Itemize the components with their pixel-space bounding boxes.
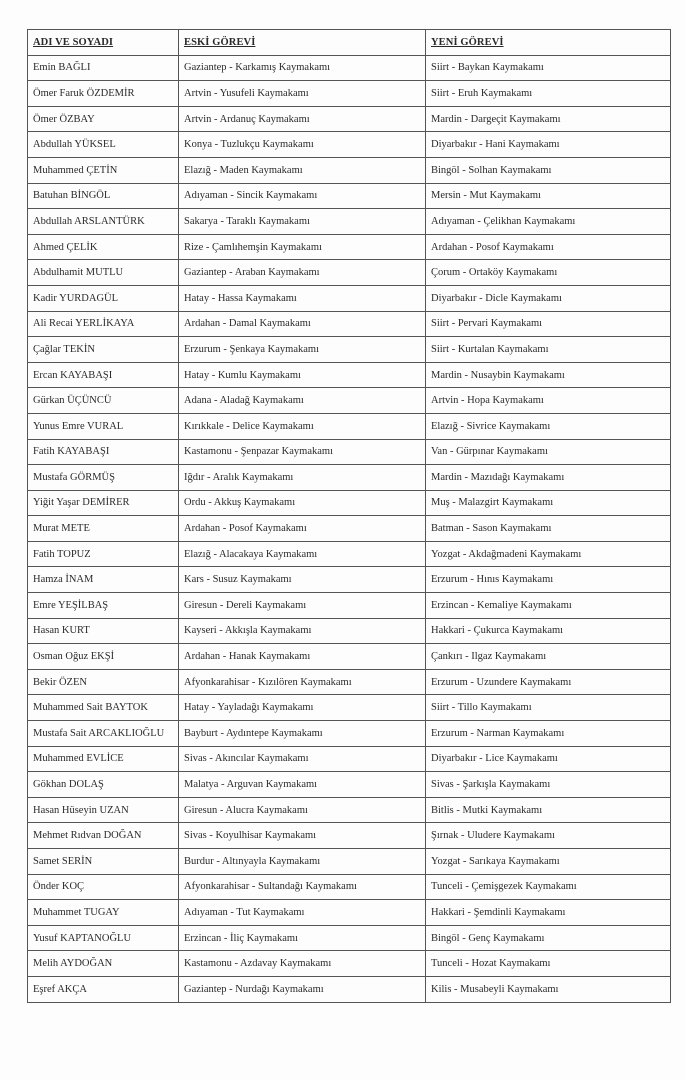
cell-new-position: Siirt - Pervari Kaymakamı <box>426 311 671 337</box>
table-row <box>28 567 671 593</box>
table-row <box>28 900 671 926</box>
cell-name: Kadir YURDAGÜL <box>28 285 179 311</box>
table-row <box>28 106 671 132</box>
cell-old-position: Malatya - Arguvan Kaymakamı <box>179 772 426 798</box>
cell-old-position: Adıyaman - Sincik Kaymakamı <box>179 183 426 209</box>
cell-new-position: Erzincan - Kemaliye Kaymakamı <box>426 593 671 619</box>
cell-old-position: Sivas - Koyulhisar Kaymakamı <box>179 823 426 849</box>
cell-old-position: Konya - Tuzlukçu Kaymakamı <box>179 132 426 158</box>
cell-new-position: Diyarbakır - Hani Kaymakamı <box>426 132 671 158</box>
cell-name: Hasan KURT <box>28 618 179 644</box>
cell-name: Gürkan ÜÇÜNCÜ <box>28 388 179 414</box>
cell-new-position: Siirt - Tillo Kaymakamı <box>426 695 671 721</box>
table-header-row <box>28 30 671 56</box>
cell-name: Murat METE <box>28 516 179 542</box>
table-row <box>28 490 671 516</box>
cell-old-position: Gaziantep - Karkamış Kaymakamı <box>179 55 426 81</box>
cell-new-position: Bingöl - Solhan Kaymakamı <box>426 157 671 183</box>
cell-old-position: Sivas - Akıncılar Kaymakamı <box>179 746 426 772</box>
cell-old-position: Afyonkarahisar - Kızılören Kaymakamı <box>179 669 426 695</box>
table-row <box>28 874 671 900</box>
cell-old-position: Ardahan - Hanak Kaymakamı <box>179 644 426 670</box>
cell-name: Gökhan DOLAŞ <box>28 772 179 798</box>
cell-old-position: Elazığ - Alacakaya Kaymakamı <box>179 541 426 567</box>
cell-new-position: Sivas - Şarkışla Kaymakamı <box>426 772 671 798</box>
table-row <box>28 234 671 260</box>
table-row <box>28 157 671 183</box>
cell-new-position: Tunceli - Çemişgezek Kaymakamı <box>426 874 671 900</box>
cell-new-position: Hakkari - Şemdinli Kaymakamı <box>426 900 671 926</box>
table-row <box>28 337 671 363</box>
cell-name: Fatih KAYABAŞI <box>28 439 179 465</box>
cell-name: Ömer ÖZBAY <box>28 106 179 132</box>
table-row <box>28 618 671 644</box>
cell-name: Melih AYDOĞAN <box>28 951 179 977</box>
cell-name: Mehmet Rıdvan DOĞAN <box>28 823 179 849</box>
cell-old-position: Ardahan - Damal Kaymakamı <box>179 311 426 337</box>
table-row <box>28 951 671 977</box>
cell-name: Bekir ÖZEN <box>28 669 179 695</box>
cell-new-position: Şırnak - Uludere Kaymakamı <box>426 823 671 849</box>
cell-new-position: Bitlis - Mutki Kaymakamı <box>426 797 671 823</box>
cell-name: Ali Recai YERLİKAYA <box>28 311 179 337</box>
cell-old-position: Adıyaman - Tut Kaymakamı <box>179 900 426 926</box>
table-row <box>28 644 671 670</box>
cell-old-position: Kars - Susuz Kaymakamı <box>179 567 426 593</box>
cell-name: Muhammed EVLİCE <box>28 746 179 772</box>
table-row <box>28 362 671 388</box>
cell-new-position: Artvin - Hopa Kaymakamı <box>426 388 671 414</box>
cell-old-position: Hatay - Kumlu Kaymakamı <box>179 362 426 388</box>
appointments-table <box>27 29 671 1003</box>
cell-old-position: Ardahan - Posof Kaymakamı <box>179 516 426 542</box>
cell-name: Muhammed ÇETİN <box>28 157 179 183</box>
cell-name: Emin BAĞLI <box>28 55 179 81</box>
cell-new-position: Kilis - Musabeyli Kaymakamı <box>426 976 671 1002</box>
table-row <box>28 925 671 951</box>
cell-old-position: Bayburt - Aydıntepe Kaymakamı <box>179 721 426 747</box>
cell-new-position: Mardin - Nusaybin Kaymakamı <box>426 362 671 388</box>
cell-old-position: Burdur - Altınyayla Kaymakamı <box>179 849 426 875</box>
cell-new-position: Çankırı - Ilgaz Kaymakamı <box>426 644 671 670</box>
cell-name: Önder KOÇ <box>28 874 179 900</box>
table-row <box>28 285 671 311</box>
table-row <box>28 516 671 542</box>
cell-old-position: Giresun - Dereli Kaymakamı <box>179 593 426 619</box>
cell-old-position: Iğdır - Aralık Kaymakamı <box>179 465 426 491</box>
cell-name: Abdullah YÜKSEL <box>28 132 179 158</box>
header-new-position: YENİ GÖREVİ <box>426 30 671 56</box>
cell-old-position: Kastamonu - Azdavay Kaymakamı <box>179 951 426 977</box>
cell-name: Hasan Hüseyin UZAN <box>28 797 179 823</box>
table-row <box>28 439 671 465</box>
cell-new-position: Siirt - Baykan Kaymakamı <box>426 55 671 81</box>
cell-name: Batuhan BİNGÖL <box>28 183 179 209</box>
cell-old-position: Elazığ - Maden Kaymakamı <box>179 157 426 183</box>
table-row <box>28 797 671 823</box>
cell-new-position: Erzurum - Uzundere Kaymakamı <box>426 669 671 695</box>
cell-new-position: Hakkari - Çukurca Kaymakamı <box>426 618 671 644</box>
cell-name: Yunus Emre VURAL <box>28 413 179 439</box>
table-row <box>28 311 671 337</box>
cell-name: Mustafa Sait ARCAKLIOĞLU <box>28 721 179 747</box>
cell-new-position: Siirt - Eruh Kaymakamı <box>426 81 671 107</box>
table-row <box>28 721 671 747</box>
cell-old-position: Hatay - Yayladağı Kaymakamı <box>179 695 426 721</box>
cell-name: Ahmed ÇELİK <box>28 234 179 260</box>
cell-old-position: Kastamonu - Şenpazar Kaymakamı <box>179 439 426 465</box>
cell-name: Muhammed Sait BAYTOK <box>28 695 179 721</box>
cell-new-position: Erzurum - Hınıs Kaymakamı <box>426 567 671 593</box>
table-row <box>28 183 671 209</box>
cell-new-position: Adıyaman - Çelikhan Kaymakamı <box>426 209 671 235</box>
table-row <box>28 55 671 81</box>
cell-name: Eşref AKÇA <box>28 976 179 1002</box>
cell-old-position: Artvin - Yusufeli Kaymakamı <box>179 81 426 107</box>
cell-name: Ömer Faruk ÖZDEMİR <box>28 81 179 107</box>
cell-name: Abdulhamit MUTLU <box>28 260 179 286</box>
cell-old-position: Gaziantep - Nurdağı Kaymakamı <box>179 976 426 1002</box>
cell-new-position: Muş - Malazgirt Kaymakamı <box>426 490 671 516</box>
cell-new-position: Bingöl - Genç Kaymakamı <box>426 925 671 951</box>
cell-new-position: Van - Gürpınar Kaymakamı <box>426 439 671 465</box>
cell-name: Ercan KAYABAŞI <box>28 362 179 388</box>
table-row <box>28 772 671 798</box>
cell-new-position: Siirt - Kurtalan Kaymakamı <box>426 337 671 363</box>
table-row <box>28 388 671 414</box>
cell-old-position: Adana - Aladağ Kaymakamı <box>179 388 426 414</box>
cell-new-position: Mardin - Dargeçit Kaymakamı <box>426 106 671 132</box>
table-row <box>28 695 671 721</box>
cell-name: Osman Oğuz EKŞİ <box>28 644 179 670</box>
cell-old-position: Kırıkkale - Delice Kaymakamı <box>179 413 426 439</box>
header-old-position: ESKİ GÖREVİ <box>179 30 426 56</box>
cell-new-position: Çorum - Ortaköy Kaymakamı <box>426 260 671 286</box>
cell-old-position: Erzincan - İliç Kaymakamı <box>179 925 426 951</box>
cell-new-position: Mersin - Mut Kaymakamı <box>426 183 671 209</box>
cell-new-position: Erzurum - Narman Kaymakamı <box>426 721 671 747</box>
cell-name: Fatih TOPUZ <box>28 541 179 567</box>
cell-new-position: Tunceli - Hozat Kaymakamı <box>426 951 671 977</box>
table-row <box>28 541 671 567</box>
cell-name: Emre YEŞİLBAŞ <box>28 593 179 619</box>
cell-old-position: Afyonkarahisar - Sultandağı Kaymakamı <box>179 874 426 900</box>
table-row <box>28 746 671 772</box>
table-row <box>28 81 671 107</box>
cell-old-position: Giresun - Alucra Kaymakamı <box>179 797 426 823</box>
table-row <box>28 849 671 875</box>
cell-old-position: Hatay - Hassa Kaymakamı <box>179 285 426 311</box>
table-row <box>28 132 671 158</box>
cell-name: Yusuf KAPTANOĞLU <box>28 925 179 951</box>
table-row <box>28 413 671 439</box>
cell-new-position: Batman - Sason Kaymakamı <box>426 516 671 542</box>
cell-new-position: Mardin - Mazıdağı Kaymakamı <box>426 465 671 491</box>
cell-old-position: Ordu - Akkuş Kaymakamı <box>179 490 426 516</box>
header-name: ADI VE SOYADI <box>28 30 179 56</box>
cell-name: Hamza İNAM <box>28 567 179 593</box>
cell-old-position: Erzurum - Şenkaya Kaymakamı <box>179 337 426 363</box>
table-row <box>28 465 671 491</box>
cell-new-position: Diyarbakır - Lice Kaymakamı <box>426 746 671 772</box>
cell-old-position: Sakarya - Taraklı Kaymakamı <box>179 209 426 235</box>
cell-old-position: Kayseri - Akkışla Kaymakamı <box>179 618 426 644</box>
cell-old-position: Artvin - Ardanuç Kaymakamı <box>179 106 426 132</box>
cell-name: Muhammet TUGAY <box>28 900 179 926</box>
cell-new-position: Elazığ - Sivrice Kaymakamı <box>426 413 671 439</box>
cell-name: Samet SERİN <box>28 849 179 875</box>
table-row <box>28 209 671 235</box>
table-row <box>28 976 671 1002</box>
cell-new-position: Ardahan - Posof Kaymakamı <box>426 234 671 260</box>
table-row <box>28 823 671 849</box>
cell-old-position: Rize - Çamlıhemşin Kaymakamı <box>179 234 426 260</box>
cell-new-position: Yozgat - Akdağmadeni Kaymakamı <box>426 541 671 567</box>
cell-name: Çağlar TEKİN <box>28 337 179 363</box>
cell-old-position: Gaziantep - Araban Kaymakamı <box>179 260 426 286</box>
cell-name: Yiğit Yaşar DEMİRER <box>28 490 179 516</box>
cell-name: Abdullah ARSLANTÜRK <box>28 209 179 235</box>
cell-new-position: Diyarbakır - Dicle Kaymakamı <box>426 285 671 311</box>
table-row <box>28 669 671 695</box>
cell-name: Mustafa GÖRMÜŞ <box>28 465 179 491</box>
table-row <box>28 260 671 286</box>
table-row <box>28 593 671 619</box>
cell-new-position: Yozgat - Sarıkaya Kaymakamı <box>426 849 671 875</box>
